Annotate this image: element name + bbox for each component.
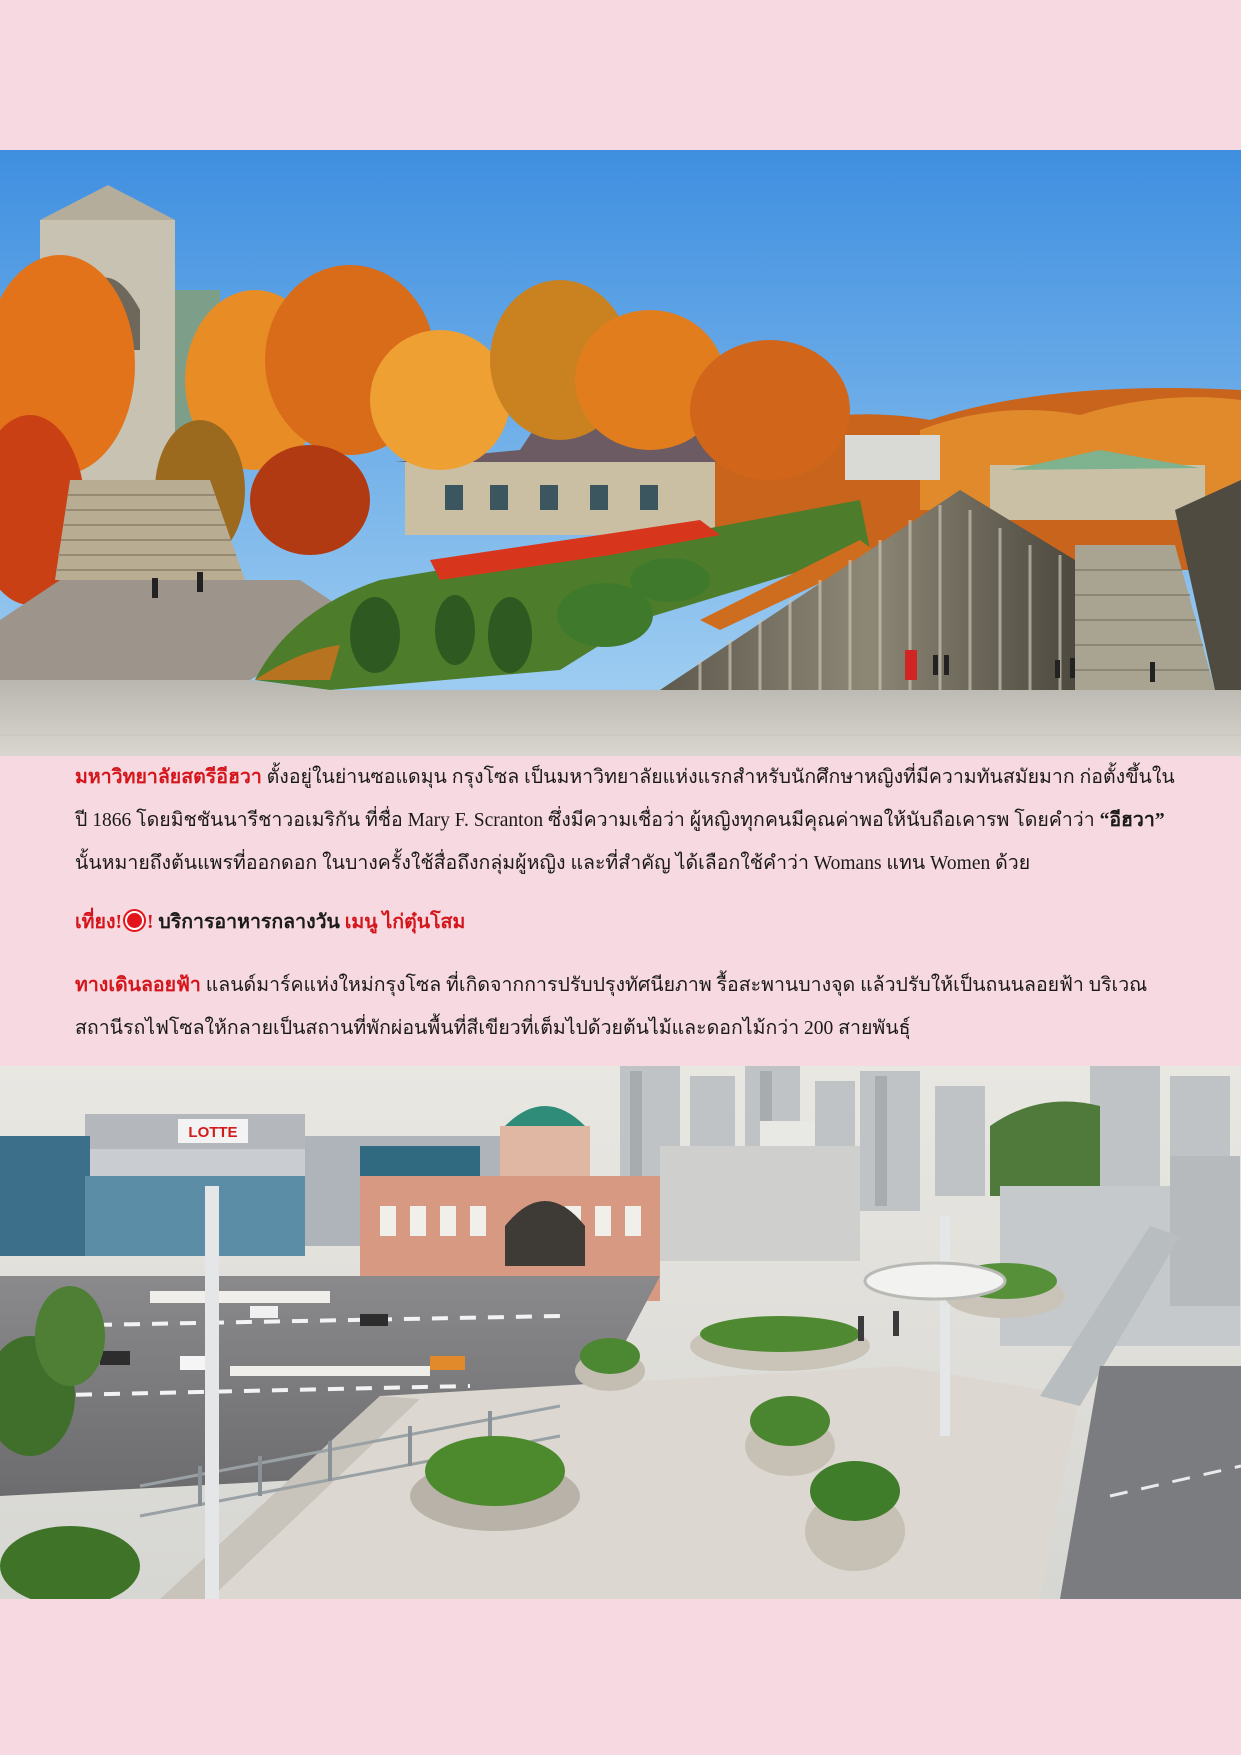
seoullo-body: แลนด์มาร์คแห่งใหม่กรุงโซล ที่เกิดจากการปรับปรุงทัศนียภาพ รื้อสะพานบางจุด แล้วปรับให้เป็นถนนลอยฟ้า บริเวณสถานีรถไฟโซลให้กลายเป็นสถานที่พักผ่อนพื้นที่สีเขียวที่เต็มไปด้วยต้นไม้และดอกไม้กว่า 200 สายพันธุ์ <box>75 975 1148 1039</box>
lotte-sign: LOTTE <box>188 1124 238 1141</box>
lunch-exclaim: ! <box>146 912 154 933</box>
seoullo-illustration <box>0 1066 1241 1599</box>
ewha-body-2: นั้นหมายถึงต้นแพรที่ออกดอก ในบางครั้งใช้สื่อถึงกลุ่มผู้หญิง และที่สำคัญ ได้เลือกใช้คำว่า Womans แทน Women ด้วย <box>75 853 1031 874</box>
ewha-paragraph <box>75 756 1175 885</box>
seoullo-heading: ทางเดินลอยฟ้า <box>75 975 201 996</box>
seoullo-photo <box>0 1066 1241 1599</box>
plate-icon <box>125 911 144 930</box>
lunch-text: บริการอาหารกลางวัน <box>153 912 345 933</box>
lunch-menu: เมนู ไก่ตุ๋นโสม <box>344 912 466 933</box>
ewha-heading: มหาวิทยาลัยสตรีอีฮวา <box>75 767 262 788</box>
lunch-line <box>75 901 1175 944</box>
lunch-label: เที่ยง! <box>75 912 122 933</box>
ewha-campus-illustration <box>0 150 1241 756</box>
ewha-quoted-word: “อีฮวา” <box>1099 810 1165 831</box>
seoullo-paragraph <box>75 964 1175 1050</box>
ewha-body-1: ตั้งอยู่ในย่านซอแดมุน กรุงโซล เป็นมหาวิทยาลัยแห่งแรกสำหรับนักศึกษาหญิงที่มีความทันสมัยมาก ก่อตั้งขึ้นในปี 1866 โดยมิชชันนารีชาวอเมริกัน ที่ชื่อ Mary F. Scranton ซึ่งมีความเชื่อว่า ผู้หญิงทุกคนมีคุณค่าพอให้นับถือเคารพ โดยคำว่า <box>75 767 1175 831</box>
ewha-campus-photo <box>0 150 1241 756</box>
